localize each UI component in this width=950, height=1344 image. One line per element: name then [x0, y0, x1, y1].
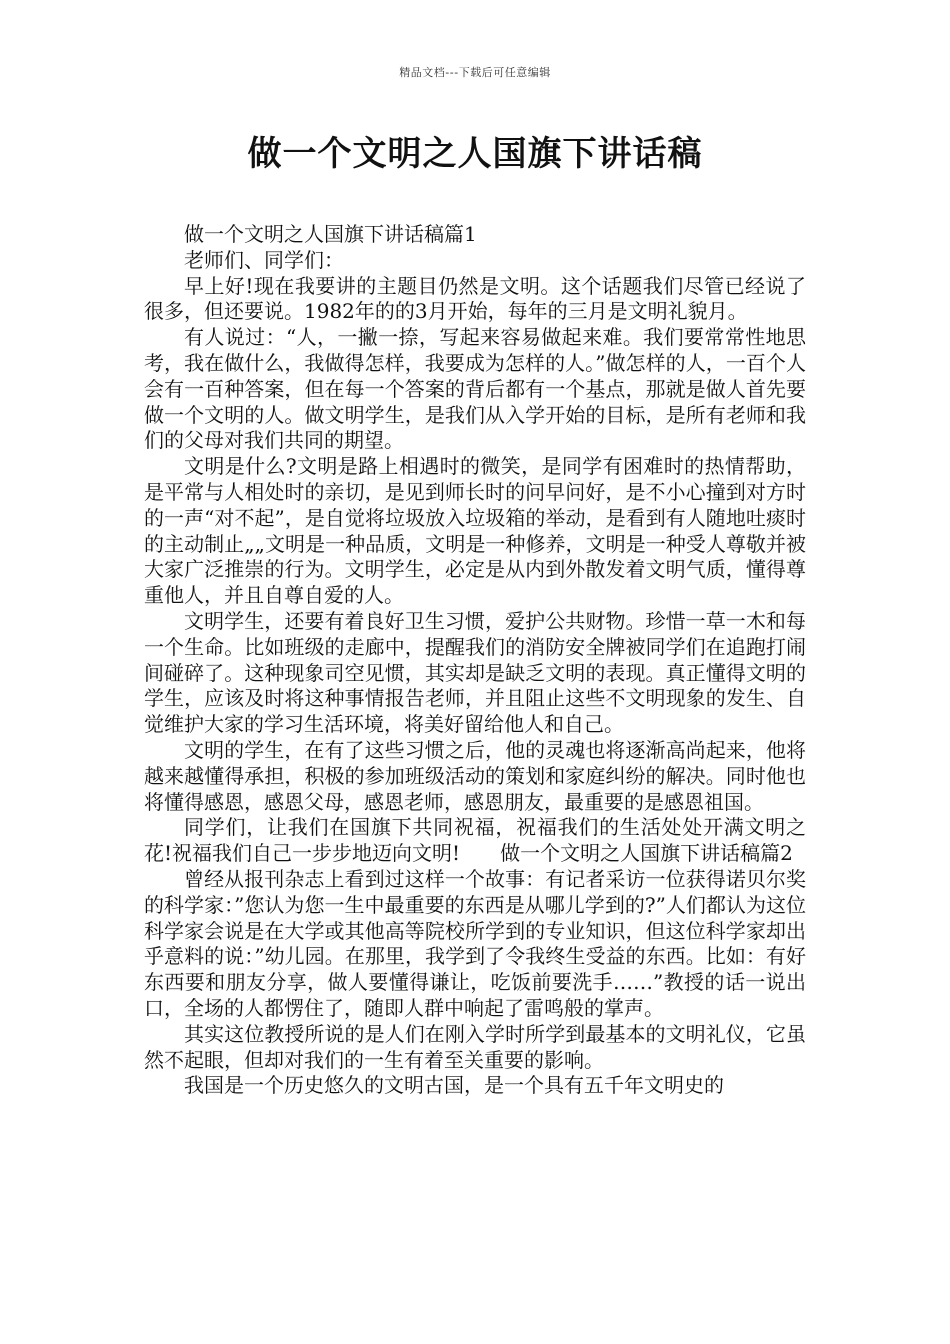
paragraph: 同学们，让我们在国旗下共同祝福，祝福我们的生活处处开满文明之花!祝福我们自己一步步地迈向文明! 做一个文明之人国旗下讲话稿篇2 [144, 815, 806, 866]
paragraph: 文明是什么?文明是路上相遇时的微笑，是同学有困难时的热情帮助，是平常与人相处时的亲切，是见到师长时的问早问好，是不小心撞到对方时的一声“对不起”，是自觉将垃圾放入垃圾箱的举动，是看到有人随地吐痰时的主动制止„„文明是一种品质，文明是一种修养，文明是一种受人尊敬并被大家广泛推崇的行为。文明学生，必定是从内到外散发着文明气质，懂得尊重他人，并且自尊自爱的人。 [144, 454, 806, 608]
paragraph: 早上好!现在我要讲的主题目仍然是文明。这个话题我们尽管已经说了很多，但还要说。1982年的的3月开始，每年的三月是文明礼貌月。 [144, 273, 806, 324]
paragraph: 文明的学生，在有了这些习惯之后，他的灵魂也将逐渐高尚起来，他将越来越懂得承担，积极的参加班级活动的策划和家庭纠纷的解决。同时他也将懂得感恩，感恩父母，感恩老师，感恩朋友，最重要的是感恩祖国。 [144, 737, 806, 814]
header-note: 精品文档---下载后可任意编辑 [399, 66, 551, 79]
salutation: 老师们、同学们： [184, 247, 344, 272]
paragraph: 其实这位教授所说的是人们在刚入学时所学到最基本的文明礼仪，它虽然不起眼，但却对我们的一生有着至关重要的影响。 [144, 1021, 806, 1072]
paragraph: 我国是一个历史悠久的文明古国，是一个具有五千年文明史的 [184, 1073, 724, 1098]
paragraph: 曾经从报刊杂志上看到过这样一个故事：有记者采访一位获得诺贝尔奖的科学家：”您认为您一生中最重要的东西是从哪儿学到的?”人们都认为这位科学家会说是在大学或其他高等院校所学到的专业知识，但这位科学家却出乎意料的说：”幼儿园。在那里，我学到了令我终生受益的东西。比如：有好东西要和朋友分享，做人要懂得谦让，吃饭前要洗手……”教授的话一说出口，全场的人都愣住了，随即人群中响起了雷鸣般的掌声。 [144, 866, 806, 1020]
section-heading-1: 做一个文明之人国旗下讲话稿篇1 [184, 222, 477, 246]
page-title: 做一个文明之人国旗下讲话稿 [247, 134, 703, 174]
paragraph: 有人说过：“人，一撇一捺，写起来容易做起来难。我们要常常性地思考，我在做什么，我做得怎样，我要成为怎样的人。”做怎样的人，一百个人会有一百种答案，但在每一个答案的背后都有一个基点，那就是做人首先要做一个文明的人。做文明学生，是我们从入学开始的目标，是所有老师和我们的父母对我们共同的期望。 [144, 325, 806, 453]
document-body [144, 222, 806, 1099]
paragraph: 文明学生，还要有着良好卫生习惯，爱护公共财物。珍惜一草一木和每一个生命。比如班级的走廊中，提醒我们的消防安全牌被同学们在追跑打闹间碰碎了。这种现象司空见惯，其实却是缺乏文明的表现。真正懂得文明的学生，应该及时将这种事情报告老师，并且阻止这些不文明现象的发生、自觉维护大家的学习生活环境，将美好留给他人和自己。 [144, 608, 806, 737]
